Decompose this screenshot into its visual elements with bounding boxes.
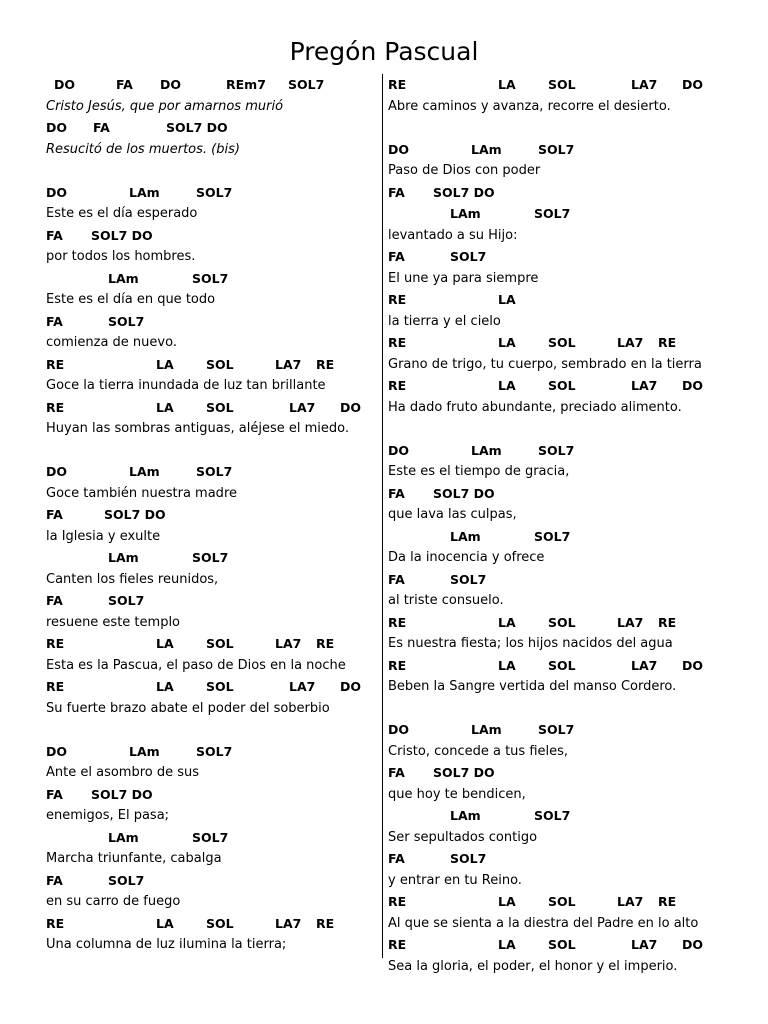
chord: DO	[682, 657, 704, 673]
chord: FA	[46, 786, 63, 802]
chord: LAm	[450, 206, 481, 221]
chord: SOL7	[196, 743, 233, 759]
lyric-line: enemigos, El pasa;	[46, 808, 170, 823]
chord-line	[388, 655, 728, 677]
chord: SOL7	[108, 593, 145, 608]
lyric-line: Goce la tierra inundada de luz tan brillante	[46, 378, 326, 393]
chord: LAm	[450, 528, 481, 544]
chord: SOL	[206, 399, 234, 415]
chord: LAm	[108, 550, 139, 565]
chord: DO	[340, 399, 362, 415]
chord-line	[46, 182, 376, 204]
chord: SOL7	[196, 464, 233, 479]
lyric-line: Cristo, concede a tus fieles,	[388, 743, 569, 759]
chord: FA	[46, 227, 63, 243]
lyric-line: levantado a su Hijo:	[388, 227, 518, 243]
chord-line	[46, 827, 376, 849]
lyric-line: Grano de trigo, tu cuerpo, sembrado en la tierra	[388, 356, 702, 372]
chord: RE	[388, 292, 407, 307]
chord: FA	[46, 593, 63, 608]
chord: LA	[498, 937, 516, 952]
chord-line	[46, 870, 376, 892]
chord-line	[388, 569, 728, 591]
chord-line	[388, 139, 728, 161]
chord-line	[388, 934, 728, 956]
chord: SOL7	[192, 829, 229, 845]
chord: LA	[156, 679, 174, 694]
chord-line	[388, 74, 728, 96]
chord: RE	[46, 679, 65, 694]
chord: SOL7	[450, 249, 487, 264]
chord: LAm	[129, 184, 160, 200]
chord-line	[388, 182, 728, 204]
chord: SOL7	[196, 184, 233, 200]
stanza-gap	[46, 440, 376, 462]
chord: DO	[46, 464, 68, 479]
lyric-line: Esta es la Pascua, el paso de Dios en la noche	[46, 657, 346, 673]
lyric-line: Este es el día en que todo	[46, 292, 216, 307]
chord: SOL7	[108, 313, 145, 329]
stanza-gap	[46, 160, 376, 182]
chord-line	[46, 74, 376, 96]
chord-line	[388, 891, 728, 913]
chord: DO	[682, 77, 704, 92]
chord: SOL7	[288, 77, 325, 92]
chord: SOL	[548, 335, 576, 350]
column-divider	[382, 74, 383, 958]
lyric-line: la Iglesia y exulte	[46, 528, 161, 544]
chord: LA	[156, 356, 174, 372]
chord-line	[46, 547, 376, 569]
chord: SOL7	[450, 571, 487, 587]
chord-line	[388, 289, 728, 311]
chord: LA	[498, 77, 516, 92]
chord: RE	[316, 356, 335, 372]
chord: SOL7 DO	[91, 227, 153, 243]
chord: DO	[46, 120, 68, 135]
chord: LA	[498, 335, 516, 350]
chord: FA	[388, 485, 405, 501]
chord: DO	[388, 141, 410, 157]
stanza-gap	[388, 418, 728, 440]
lyric-line: Goce también nuestra madre	[46, 485, 237, 501]
chord-line	[46, 354, 376, 376]
chord: DO	[46, 743, 68, 759]
chord: FA	[388, 571, 405, 587]
chord-line	[46, 633, 376, 655]
stanza-gap	[388, 698, 728, 720]
chord: DO	[46, 184, 68, 200]
chord: LA	[156, 915, 174, 931]
lyric-line: Sea la gloria, el poder, el honor y el imperio.	[388, 958, 678, 974]
chord: SOL7	[534, 528, 571, 544]
chord: SOL7	[538, 141, 575, 157]
chord: RE	[388, 657, 407, 673]
chord: LA	[156, 399, 174, 415]
lyric-line: la tierra y el cielo	[388, 313, 501, 329]
chord-line	[46, 311, 376, 333]
chord: SOL7 DO	[433, 765, 495, 780]
lyric-line: y entrar en tu Reino.	[388, 872, 522, 888]
chord: FA	[388, 765, 405, 780]
chord: SOL7 DO	[166, 120, 228, 135]
chord-line	[46, 504, 376, 526]
chord: LAm	[471, 141, 502, 157]
stanza-gap	[46, 719, 376, 741]
chord-line	[46, 784, 376, 806]
chord: SOL	[206, 356, 234, 372]
chord: DO	[682, 937, 704, 952]
lyric-line: por todos los hombres.	[46, 249, 196, 264]
chord-line	[46, 590, 376, 612]
lyric-line: Una columna de luz ilumina la tierra;	[46, 937, 287, 952]
chord: LA7	[631, 77, 658, 92]
chord: FA	[46, 872, 63, 888]
chord: RE	[658, 614, 677, 630]
chord: REm7	[226, 77, 266, 92]
left-column	[46, 74, 376, 956]
lyric-line: Ser sepultados contigo	[388, 829, 538, 845]
chord: FA	[116, 77, 133, 92]
chord: SOL7	[534, 206, 571, 221]
chord: LA7	[289, 399, 316, 415]
chord: LAm	[471, 442, 502, 458]
lyric-line: Da la inocencia y ofrece	[388, 550, 545, 565]
chord: SOL	[548, 378, 576, 393]
chord: RE	[388, 614, 407, 630]
chord-line	[46, 268, 376, 290]
chord: SOL7 DO	[433, 485, 495, 501]
chord: SOL7	[108, 872, 145, 888]
chord: RE	[316, 636, 335, 651]
lyric-line: en su carro de fuego	[46, 894, 181, 909]
chord: LAm	[108, 270, 139, 286]
chord: LA	[156, 636, 174, 651]
chord: SOL	[206, 636, 234, 651]
chord: RE	[46, 636, 65, 651]
chord: SOL7 DO	[91, 786, 153, 802]
chord-line	[388, 332, 728, 354]
chord: RE	[316, 915, 335, 931]
chord-line	[388, 375, 728, 397]
chord-line	[46, 117, 376, 139]
lyric-line: Este es el tiempo de gracia,	[388, 464, 570, 479]
chord: RE	[388, 77, 407, 92]
chord: SOL	[548, 614, 576, 630]
lyric-line: Resucitó de los muertos. (bis)	[46, 141, 240, 157]
lyric-line: Beben la Sangre vertida del manso Cordero.	[388, 679, 677, 694]
chord: LA	[498, 378, 516, 393]
chord: LA	[498, 894, 516, 909]
chord: SOL7	[450, 851, 487, 866]
lyric-line: Ha dado fruto abundante, preciado alimento.	[388, 399, 682, 415]
chord-line	[388, 246, 728, 268]
chord: SOL	[548, 657, 576, 673]
lyric-line: Huyan las sombras antiguas, aléjese el miedo.	[46, 421, 350, 436]
chord-line	[388, 526, 728, 548]
chord-line	[388, 805, 728, 827]
chord: RE	[388, 937, 407, 952]
chord-line	[46, 225, 376, 247]
lyric-line: Cristo Jesús, que por amarnos murió	[46, 98, 284, 114]
lyric-line: Su fuerte brazo abate el poder del soberbio	[46, 700, 330, 716]
chord: LA7	[631, 657, 658, 673]
chord: RE	[46, 356, 65, 372]
chord: LA7	[631, 937, 658, 952]
chord: DO	[682, 378, 704, 393]
chord-line	[388, 612, 728, 634]
lyric-line: Paso de Dios con poder	[388, 163, 541, 178]
chord-line	[46, 397, 376, 419]
chord: SOL	[206, 915, 234, 931]
chord: RE	[46, 915, 65, 931]
chord: DO	[388, 442, 410, 458]
chord: RE	[46, 399, 65, 415]
lyric-line: El une ya para siempre	[388, 270, 539, 286]
lyric-line: Es nuestra fiesta; los hijos nacidos del agua	[388, 636, 673, 651]
lyric-line: Ante el asombro de sus	[46, 765, 200, 780]
chord-line	[388, 762, 728, 784]
chord: LA7	[617, 335, 644, 350]
chord: LAm	[450, 808, 481, 823]
lyric-line: Abre caminos y avanza, recorre el desierto.	[388, 98, 671, 114]
right-column	[388, 74, 728, 977]
chord: FA	[388, 851, 405, 866]
lyric-line: que lava las culpas,	[388, 507, 517, 522]
chord: DO	[160, 77, 182, 92]
chord: LAm	[129, 464, 160, 479]
chord: RE	[658, 894, 677, 909]
chord: SOL7	[534, 808, 571, 823]
chord: FA	[46, 507, 63, 522]
chord: FA	[388, 249, 405, 264]
chord: RE	[388, 894, 407, 909]
chord: SOL	[206, 679, 234, 694]
chord-line	[388, 483, 728, 505]
chord: SOL7 DO	[433, 184, 495, 200]
lyric-line: Marcha triunfante, cabalga	[46, 851, 222, 866]
chord: SOL7	[538, 442, 575, 458]
chord: FA	[46, 313, 63, 329]
page-title: Pregón Pascual	[289, 37, 479, 66]
chord: SOL7	[192, 550, 229, 565]
chord: SOL7	[538, 722, 575, 737]
chord: LA7	[617, 614, 644, 630]
chord: LA7	[617, 894, 644, 909]
lyric-line: al triste consuelo.	[388, 593, 504, 608]
chord: SOL	[548, 937, 576, 952]
chord-line	[388, 848, 728, 870]
chord: RE	[388, 335, 407, 350]
chord: LA7	[289, 679, 316, 694]
chord: DO	[54, 77, 76, 92]
lyric-line: Al que se sienta a la diestra del Padre en lo alto	[388, 915, 699, 931]
lyric-line: Canten los fieles reunidos,	[46, 571, 219, 587]
chord-line	[46, 676, 376, 698]
chord-line	[388, 440, 728, 462]
chord: LAm	[471, 722, 502, 737]
chord: LA	[498, 614, 516, 630]
chord: SOL	[548, 894, 576, 909]
chord-line	[388, 719, 728, 741]
chord: FA	[93, 120, 110, 135]
chord: RE	[388, 378, 407, 393]
lyric-line: Este es el día esperado	[46, 206, 198, 221]
chord: SOL	[548, 77, 576, 92]
chord-line	[46, 741, 376, 763]
lyric-line: comienza de nuevo.	[46, 335, 177, 350]
chord: DO	[388, 722, 410, 737]
chord-line	[388, 203, 728, 225]
chord: FA	[388, 184, 405, 200]
chord: LA7	[275, 356, 302, 372]
chord: LA7	[275, 636, 302, 651]
lyric-line: que hoy te bendicen,	[388, 786, 526, 802]
stanza-gap	[388, 117, 728, 139]
chord-line	[46, 461, 376, 483]
chord: RE	[658, 335, 677, 350]
chord: LA	[498, 657, 516, 673]
chord: LAm	[108, 829, 139, 845]
chord: LA	[498, 292, 516, 307]
lyric-line: resuene este templo	[46, 614, 181, 630]
chord: DO	[340, 679, 362, 694]
chord: LA7	[631, 378, 658, 393]
chord: SOL7 DO	[104, 507, 166, 522]
chord: LAm	[129, 743, 160, 759]
chord-line	[46, 913, 376, 935]
chord: SOL7	[192, 270, 229, 286]
chord: LA7	[275, 915, 302, 931]
